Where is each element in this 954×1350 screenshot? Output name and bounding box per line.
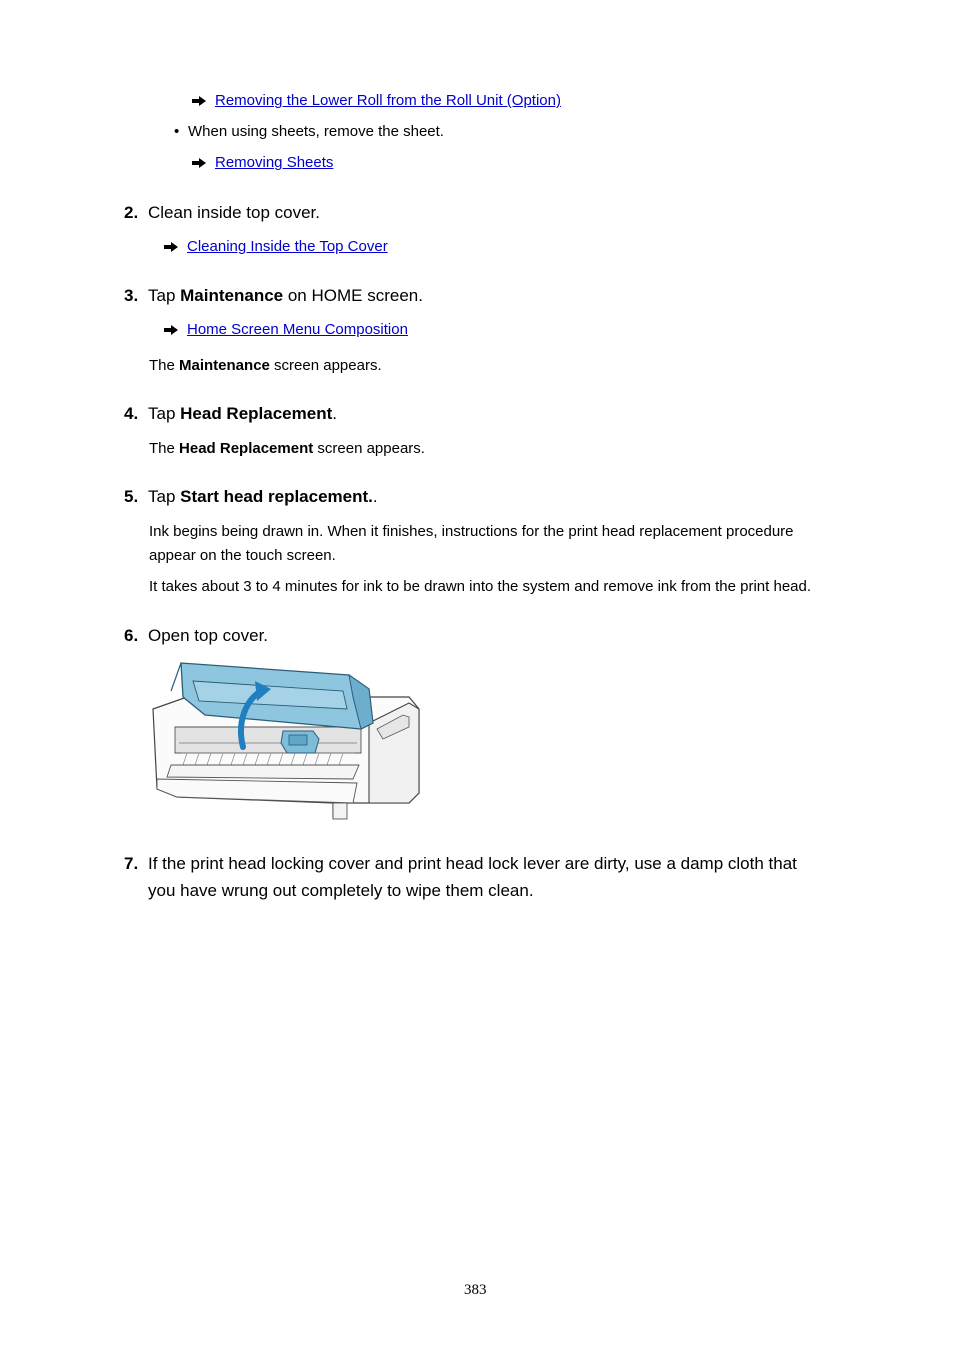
link-row-removing-sheets (192, 154, 333, 171)
ui-term: Maintenance (180, 286, 284, 305)
step-text: Tap Maintenance on HOME screen. (148, 286, 423, 305)
link-home-screen-menu[interactable]: Home Screen Menu Composition (187, 321, 408, 338)
note-ink-line-2: appear on the touch screen. (149, 547, 336, 564)
step-text-line-1: If the print head locking cover and print head lock lever are dirty, use a damp cloth that (148, 854, 797, 873)
link-cleaning-inside-top-cover[interactable]: Cleaning Inside the Top Cover (187, 238, 388, 255)
note-head-replacement: The Head Replacement screen appears. (149, 440, 425, 457)
arrow-right-icon (164, 242, 178, 252)
link-row-cleaning-top-cover (164, 238, 388, 255)
step-text: Open top cover. (148, 626, 269, 645)
note-ink-line-1: Ink begins being drawn in. When it finishes, instructions for the print head replacement procedure (149, 523, 794, 540)
step-text-line-2: you have wrung out completely to wipe them clean. (148, 881, 534, 900)
bullet-icon: • (174, 123, 180, 140)
ui-term: Start head replacement. (180, 487, 373, 506)
step-number: 3. (124, 286, 139, 305)
step-text: Tap Head Replacement. (148, 404, 337, 423)
printer-open-top-cover-illustration (147, 657, 423, 821)
step-text: Tap Start head replacement.. (148, 487, 378, 506)
arrow-right-icon (192, 158, 206, 168)
link-removing-lower-roll[interactable]: Removing the Lower Roll from the Roll Unit (Option) (215, 92, 561, 109)
link-row-lower-roll (192, 92, 561, 109)
arrow-right-icon (164, 325, 178, 335)
ui-term: Head Replacement (180, 404, 333, 423)
step-number: 2. (124, 203, 139, 222)
link-row-home-menu (164, 321, 408, 338)
step-number: 7. (124, 854, 139, 873)
step-3 (124, 282, 844, 309)
step-text: Clean inside top cover. (148, 203, 320, 222)
page-number: 383 (464, 1282, 487, 1298)
step-5 (124, 483, 844, 510)
bullet-text: When using sheets, remove the sheet. (188, 123, 444, 140)
step-number: 4. (124, 404, 139, 423)
step-number: 6. (124, 626, 139, 645)
step-number: 5. (124, 487, 139, 506)
bullet-item-sheets (174, 123, 444, 140)
step-4 (124, 400, 844, 427)
step-7 (124, 850, 844, 904)
step-2 (124, 199, 844, 226)
arrow-right-icon (192, 96, 206, 106)
step-6 (124, 622, 844, 649)
link-removing-sheets[interactable]: Removing Sheets (215, 154, 334, 171)
note-maintenance: The Maintenance screen appears. (149, 357, 382, 374)
note-minutes: It takes about 3 to 4 minutes for ink to be drawn into the system and remove ink from the print head. (149, 578, 812, 595)
